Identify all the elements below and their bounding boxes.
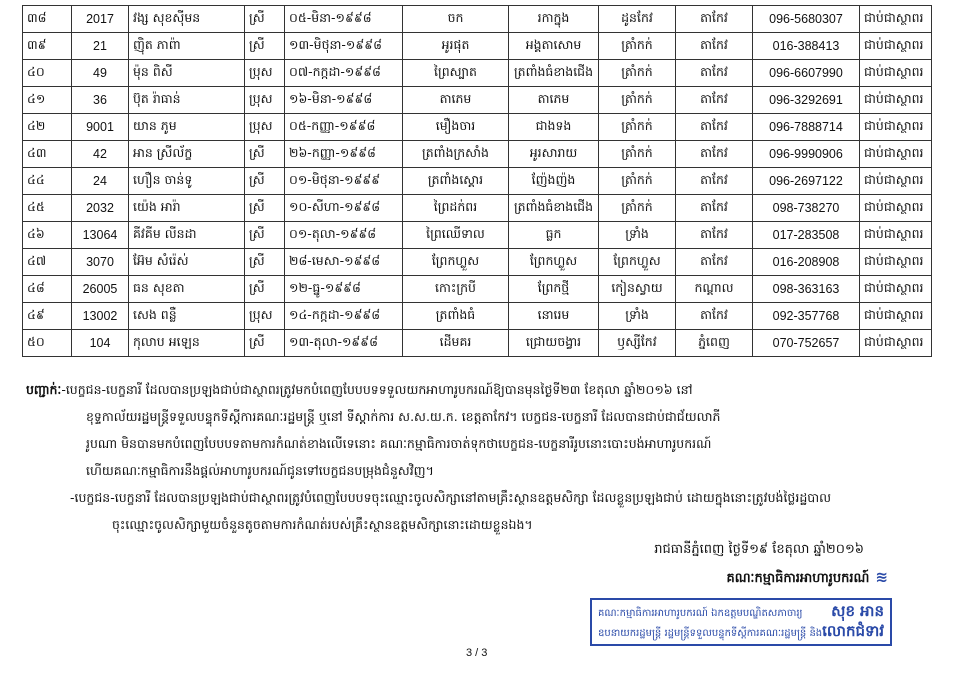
- candidate-sex-cell: ស្រី: [245, 276, 285, 303]
- candidate-sex-cell: ប្រុស: [245, 114, 285, 141]
- village-cell: កោះក្របី: [403, 276, 509, 303]
- notes-line: រូបណា មិនបានមកបំពេញបែបបទតាមការកំណត់ខាងលើទេនោះ គណៈកម្មាធិការចាត់ទុកថាបេក្ខជន-បេក្ខនារីរូបនោះបោះបង់អាហារូបករណ៍: [86, 436, 712, 451]
- phone-number-cell: 096-6607990: [753, 60, 860, 87]
- province-cell: តាកែវ: [676, 141, 753, 168]
- province-cell: តាកែវ: [676, 60, 753, 87]
- row-number-cell: ៣៩: [23, 33, 72, 60]
- stamp-line-2: ឧបនាយករដ្ឋមន្ត្រី រដ្ឋមន្ត្រីទទួលបន្ទុកទីស្តីការគណៈរដ្ឋមន្ត្រី និង: [598, 627, 823, 639]
- row-number-cell: ៤១: [23, 87, 72, 114]
- district-cell: ត្រាំកក់: [599, 141, 676, 168]
- committee-name: គណៈកម្មាធិការអាហារូបករណ៍: [726, 571, 870, 586]
- commune-cell: នោរេម: [509, 303, 599, 330]
- candidate-id-cell: 13064: [72, 222, 129, 249]
- row-number-cell: ៤៩: [23, 303, 72, 330]
- table-row: [23, 222, 932, 249]
- row-number-cell: ៥០: [23, 330, 72, 357]
- stamp-title: លោកជំទាវ: [822, 622, 885, 640]
- district-cell: ត្រាំកក់: [599, 60, 676, 87]
- candidate-id-cell: 2032: [72, 195, 129, 222]
- candidate-name-cell: យ៉េង អារ៉ា: [129, 195, 245, 222]
- village-cell: តាភេម: [403, 87, 509, 114]
- village-cell: ត្រពាំងស្គោរ: [403, 168, 509, 195]
- phone-number-cell: 096-2697122: [753, 168, 860, 195]
- candidate-name-cell: កុលាប អឡេន: [129, 330, 245, 357]
- stamp-name: សុខ អាន: [831, 602, 884, 620]
- notes-label: បញ្ជាក់ៈ: [26, 382, 62, 397]
- commune-cell: រកាក្នុង: [509, 6, 599, 33]
- page-number: 3 / 3: [466, 647, 488, 659]
- village-cell: ព្រៃស្បាត: [403, 60, 509, 87]
- row-number-cell: ៤៤: [23, 168, 72, 195]
- candidate-name-cell: យាន ភូម: [129, 114, 245, 141]
- table-row: [23, 330, 932, 357]
- candidate-id-cell: 36: [72, 87, 129, 114]
- phone-number-cell: 096-7888714: [753, 114, 860, 141]
- commune-cell: ជាងទង: [509, 114, 599, 141]
- row-number-cell: ៤៥: [23, 195, 72, 222]
- row-number-cell: ៣៨: [23, 6, 72, 33]
- candidate-sex-cell: ស្រី: [245, 141, 285, 168]
- phone-number-cell: 016-208908: [753, 249, 860, 276]
- notes-text: -បេក្ខជន-បេក្ខនារី ដែលបានប្រឡងជាប់ជាស្ថាពរត្រូវមកបំពេញបែបបទទទួលយកអាហារូបករណ៍ឱ្យបានមុនថ្ងៃទី២៣ ខែតុលា ឆ្នាំ២០១៦ នៅ: [61, 382, 693, 397]
- candidate-id-cell: 2017: [72, 6, 129, 33]
- table-row: [23, 249, 932, 276]
- village-cell: ព្រៃឈើទាល: [403, 222, 509, 249]
- province-cell: តាកែវ: [676, 87, 753, 114]
- province-cell: តាកែវ: [676, 303, 753, 330]
- committee-title: [726, 568, 888, 589]
- phone-number-cell: 070-752657: [753, 330, 860, 357]
- candidate-name-cell: ម៉ុន ពិសី: [129, 60, 245, 87]
- village-cell: ត្រពាំងក្រសាំង: [403, 141, 509, 168]
- result-status-cell: ជាប់ជាស្ថាពរ: [860, 60, 932, 87]
- phone-number-cell: 092-357768: [753, 303, 860, 330]
- birth-date-cell: ០១-មិថុនា-១៩៩៩: [285, 168, 403, 195]
- phone-number-cell: 017-283508: [753, 222, 860, 249]
- signature-mark-icon: ≋: [875, 568, 888, 586]
- candidate-sex-cell: ស្រី: [245, 249, 285, 276]
- commune-cell: ជ្រោយចង្វារ: [509, 330, 599, 357]
- district-cell: ទ្រាំង: [599, 303, 676, 330]
- notes-section: [26, 376, 926, 538]
- phone-number-cell: 098-738270: [753, 195, 860, 222]
- table-row: [23, 114, 932, 141]
- birth-date-cell: ០៧-កក្កដា-១៩៩៨: [285, 60, 403, 87]
- candidate-sex-cell: ប្រុស: [245, 87, 285, 114]
- province-cell: តាកែវ: [676, 168, 753, 195]
- result-status-cell: ជាប់ជាស្ថាពរ: [860, 141, 932, 168]
- notes-line: -បេក្ខជន-បេក្ខនារី ដែលបានប្រឡងជាប់ជាស្ថាពរត្រូវបំពេញបែបបទចុះឈ្មោះចូលសិក្សានៅតាមគ្រឹះស្ថានឧត្តមសិក្សា ដែលខ្លួនប្រឡងជាប់ ដោយក្នុងនោះត្រូវបង់ថ្លៃរដ្ឋបាល: [70, 490, 832, 505]
- commune-cell: អូរសារាយ: [509, 141, 599, 168]
- village-cell: ព្រៃដក់ពរ: [403, 195, 509, 222]
- candidate-sex-cell: ស្រី: [245, 168, 285, 195]
- district-cell: ត្រាំកក់: [599, 195, 676, 222]
- result-status-cell: ជាប់ជាស្ថាពរ: [860, 87, 932, 114]
- candidate-id-cell: 9001: [72, 114, 129, 141]
- candidate-name-cell: គីវគីម លីនដា: [129, 222, 245, 249]
- commune-cell: ព្រែកហ្លួស: [509, 249, 599, 276]
- birth-date-cell: ១៦-មិនា-១៩៩៨: [285, 87, 403, 114]
- candidate-sex-cell: ប្រុស: [245, 60, 285, 87]
- birth-date-cell: ២៨-មេសា-១៩៩៨: [285, 249, 403, 276]
- candidate-sex-cell: ស្រី: [245, 33, 285, 60]
- table-row: [23, 87, 932, 114]
- result-status-cell: ជាប់ជាស្ថាពរ: [860, 195, 932, 222]
- village-cell: ព្រែកហ្លួស: [403, 249, 509, 276]
- candidate-name-cell: សេង ពន្លឺ: [129, 303, 245, 330]
- candidate-id-cell: 3070: [72, 249, 129, 276]
- district-cell: ដូនកែវ: [599, 6, 676, 33]
- commune-cell: តាភេម: [509, 87, 599, 114]
- result-status-cell: ជាប់ជាស្ថាពរ: [860, 6, 932, 33]
- birth-date-cell: ១៣-តុលា-១៩៩៨: [285, 330, 403, 357]
- commune-cell: ញ៉ែងញ៉ង: [509, 168, 599, 195]
- candidate-id-cell: 49: [72, 60, 129, 87]
- candidate-sex-cell: ស្រី: [245, 195, 285, 222]
- table-row: [23, 33, 932, 60]
- candidate-id-cell: 26005: [72, 276, 129, 303]
- candidate-name-cell: ហឿន ចាន់ទូ: [129, 168, 245, 195]
- phone-number-cell: 096-3292691: [753, 87, 860, 114]
- table-row: [23, 168, 932, 195]
- candidate-id-cell: 104: [72, 330, 129, 357]
- issue-date: រាជធានីភ្នំពេញ ថ្ងៃទី១៩ ខែតុលា ឆ្នាំ២០១៦: [654, 542, 864, 557]
- row-number-cell: ៤២: [23, 114, 72, 141]
- village-cell: ចក: [403, 6, 509, 33]
- phone-number-cell: 016-388413: [753, 33, 860, 60]
- phone-number-cell: 096-9990906: [753, 141, 860, 168]
- province-cell: កណ្តាល: [676, 276, 753, 303]
- candidate-sex-cell: ស្រី: [245, 222, 285, 249]
- birth-date-cell: ១២-ធ្នូ-១៩៩៨: [285, 276, 403, 303]
- official-stamp: [590, 598, 892, 646]
- district-cell: ព្រែកហ្លួស: [599, 249, 676, 276]
- row-number-cell: ៤០: [23, 60, 72, 87]
- district-cell: ឫស្សីកែវ: [599, 330, 676, 357]
- candidate-id-cell: 21: [72, 33, 129, 60]
- commune-cell: ត្រពាំងធំខាងជើង: [509, 195, 599, 222]
- table-row: [23, 303, 932, 330]
- result-status-cell: ជាប់ជាស្ថាពរ: [860, 303, 932, 330]
- district-cell: ត្រាំកក់: [599, 87, 676, 114]
- village-cell: ត្រពាំងធំ: [403, 303, 509, 330]
- province-cell: តាកែវ: [676, 33, 753, 60]
- candidate-sex-cell: ស្រី: [245, 330, 285, 357]
- birth-date-cell: ០១-តុលា-១៩៩៨: [285, 222, 403, 249]
- district-cell: ត្រាំកក់: [599, 33, 676, 60]
- province-cell: ភ្នំពេញ: [676, 330, 753, 357]
- table-row: [23, 276, 932, 303]
- result-status-cell: ជាប់ជាស្ថាពរ: [860, 114, 932, 141]
- province-cell: តាកែវ: [676, 6, 753, 33]
- candidate-id-cell: 24: [72, 168, 129, 195]
- result-status-cell: ជាប់ជាស្ថាពរ: [860, 330, 932, 357]
- candidate-name-cell: ប៊ុត រ៉ាធាន់: [129, 87, 245, 114]
- district-cell: ទ្រាំង: [599, 222, 676, 249]
- province-cell: តាកែវ: [676, 114, 753, 141]
- candidate-name-cell: អ៊ែម សំរ៉េស់: [129, 249, 245, 276]
- district-cell: ត្រាំកក់: [599, 114, 676, 141]
- birth-date-cell: ១០-សីហា-១៩៩៨: [285, 195, 403, 222]
- row-number-cell: ៤៨: [23, 276, 72, 303]
- candidate-id-cell: 13002: [72, 303, 129, 330]
- result-status-cell: ជាប់ជាស្ថាពរ: [860, 33, 932, 60]
- table-row: [23, 60, 932, 87]
- result-status-cell: ជាប់ជាស្ថាពរ: [860, 249, 932, 276]
- birth-date-cell: ១៤-កក្កដា-១៩៩៨: [285, 303, 403, 330]
- candidate-name-cell: ធន សុខតា: [129, 276, 245, 303]
- phone-number-cell: 096-5680307: [753, 6, 860, 33]
- candidate-name-cell: អាន ស្រីល័ក្ខ: [129, 141, 245, 168]
- commune-cell: ត្រពាំងធំខាងជើង: [509, 60, 599, 87]
- table-row: [23, 141, 932, 168]
- candidate-name-cell: វង្ស សុខស៊ីមន: [129, 6, 245, 33]
- commune-cell: ព្រែកថ្មី: [509, 276, 599, 303]
- birth-date-cell: ១៣-មិថុនា-១៩៩៨: [285, 33, 403, 60]
- birth-date-cell: ០៥-មិនា-១៩៩៨: [285, 6, 403, 33]
- village-cell: មឿងចារ: [403, 114, 509, 141]
- notes-line: ចុះឈ្មោះចូលសិក្សាមួយចំនួនតូចតាមការកំណត់របស់គ្រឹះស្ថានឧត្តមសិក្សានោះដោយខ្លួនឯង។: [112, 517, 533, 532]
- province-cell: តាកែវ: [676, 222, 753, 249]
- result-status-cell: ជាប់ជាស្ថាពរ: [860, 168, 932, 195]
- table-row: [23, 6, 932, 33]
- notes-line: [26, 376, 926, 403]
- scholarship-results-table: [22, 5, 932, 357]
- stamp-line-1: គណៈកម្មាធិការអាហារូបករណ៍ ឯកឧត្តមបណ្ឌិតសភាចារ្យ: [598, 607, 803, 619]
- notes-line: ហើយគណៈកម្មាធិការនឹងផ្តល់អាហារូបករណ៍ជូនទៅបេក្ខជនបម្រុងជំនួសវិញ។: [86, 463, 434, 478]
- province-cell: តាកែវ: [676, 249, 753, 276]
- candidate-sex-cell: ស្រី: [245, 6, 285, 33]
- candidate-name-cell: ញ៉ិត ភាព៉ា: [129, 33, 245, 60]
- village-cell: អូរផុត: [403, 33, 509, 60]
- commune-cell: អង្គតាសោម: [509, 33, 599, 60]
- district-cell: កៀនស្វាយ: [599, 276, 676, 303]
- result-status-cell: ជាប់ជាស្ថាពរ: [860, 222, 932, 249]
- table-row: [23, 195, 932, 222]
- row-number-cell: ៤៧: [23, 249, 72, 276]
- village-cell: ដើមគរ: [403, 330, 509, 357]
- commune-cell: ធ្លក: [509, 222, 599, 249]
- phone-number-cell: 098-363163: [753, 276, 860, 303]
- candidate-sex-cell: ប្រុស: [245, 303, 285, 330]
- birth-date-cell: ០៥-កញ្ញា-១៩៩៨: [285, 114, 403, 141]
- candidate-id-cell: 42: [72, 141, 129, 168]
- province-cell: តាកែវ: [676, 195, 753, 222]
- row-number-cell: ៤៦: [23, 222, 72, 249]
- result-status-cell: ជាប់ជាស្ថាពរ: [860, 276, 932, 303]
- birth-date-cell: ២៦-កញ្ញា-១៩៩៨: [285, 141, 403, 168]
- notes-line: ខុទ្ទកាល័យរដ្ឋមន្ត្រីទទួលបន្ទុកទីស្តីការគណៈរដ្ឋមន្ត្រី ឬនៅ ទីស្តាក់ការ ស.ស.យ.ក. ខេត្តតាកែវ។ បេក្ខជន-បេក្ខនារី ដែលបានជាប់ជាជ័យលាភី: [86, 409, 721, 424]
- row-number-cell: ៤៣: [23, 141, 72, 168]
- district-cell: ត្រាំកក់: [599, 168, 676, 195]
